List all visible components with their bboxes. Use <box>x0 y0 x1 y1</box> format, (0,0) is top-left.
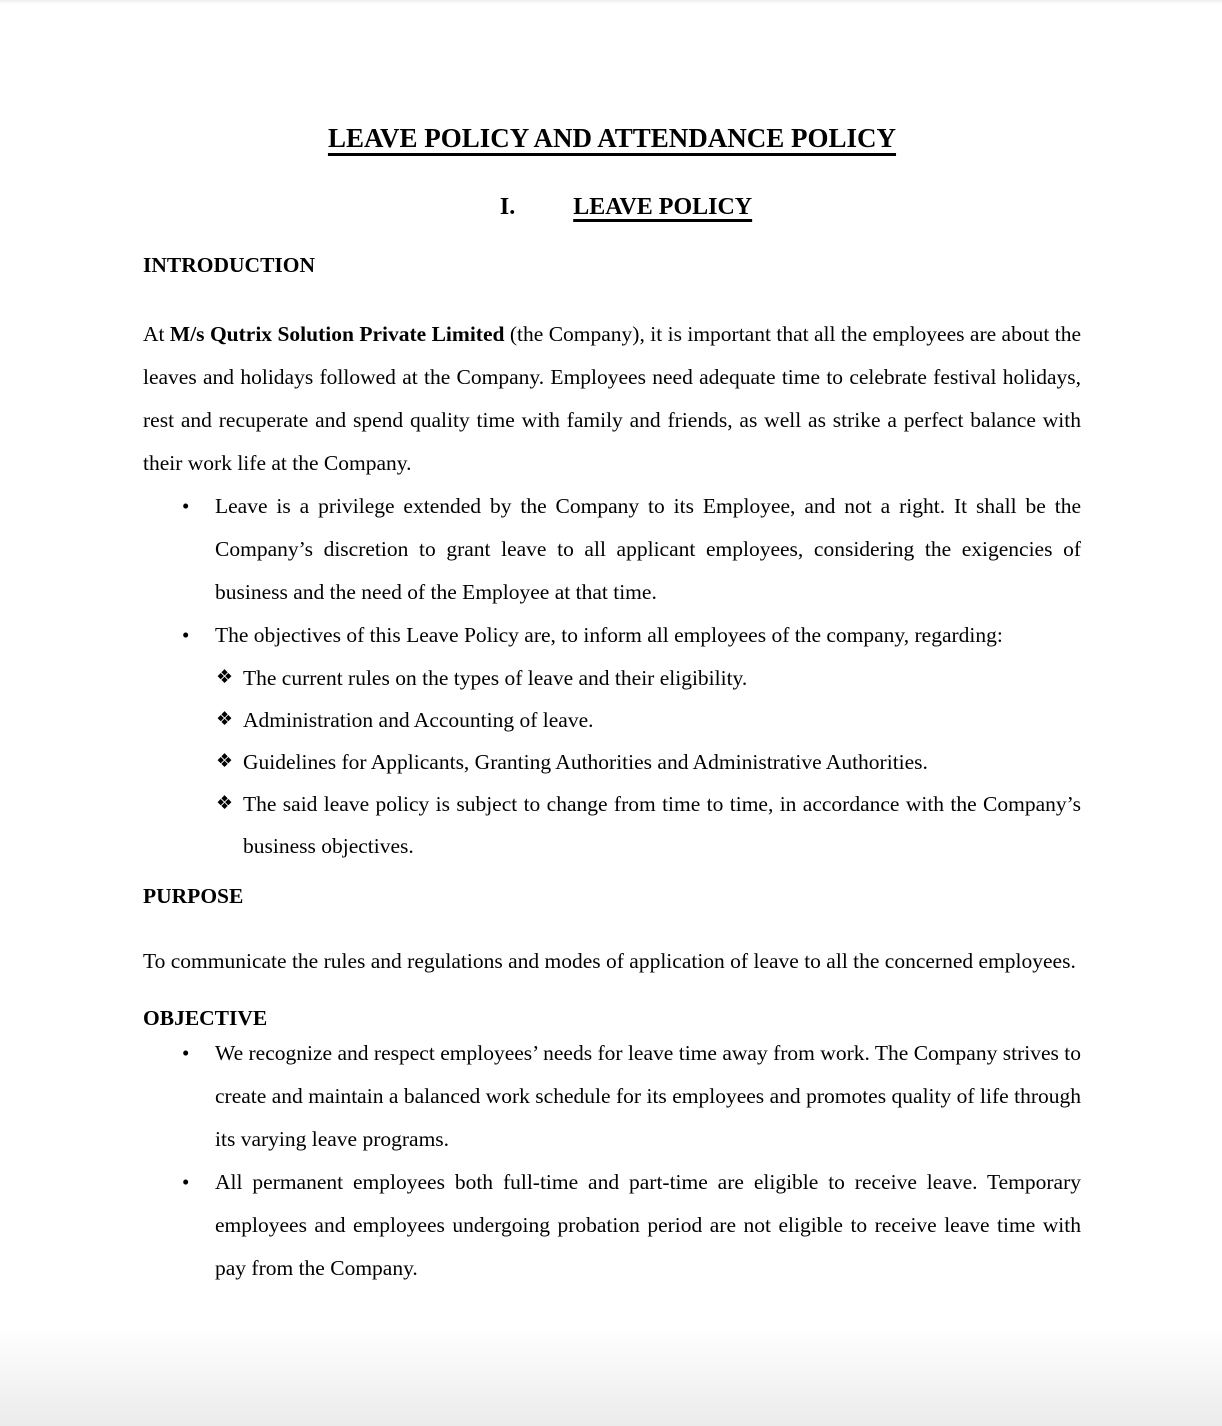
sub-bullet-text: The current rules on the types of leave and their eligibility. <box>243 666 748 691</box>
diamond-bullet-icon: ❖ <box>216 751 234 773</box>
heading-objective: OBJECTIVE <box>143 1006 268 1031</box>
bullet-item <box>182 1161 1081 1290</box>
bullet-text: Leave is a privilege extended by the Company to its Employee, and not a right. It shall be the Company’s discretion to grant leave to all applicant employees, considering the exigencies of business and the need of the Employee at that time. <box>215 494 1081 605</box>
introduction-bullet-list <box>143 485 1081 657</box>
sub-bullet-text: The said leave policy is subject to change from time to time, in accordance with the Company’s business objectives. <box>243 792 1081 859</box>
diamond-bullet-icon: ❖ <box>216 667 234 689</box>
purpose-paragraph: To communicate the rules and regulations and modes of application of leave to all the concerned employees. <box>143 949 1076 974</box>
introduction-sub-bullet-list <box>143 657 1081 867</box>
sub-bullet-text: Administration and Accounting of leave. <box>243 708 594 733</box>
sub-bullet-item <box>216 741 1081 783</box>
document-title <box>143 122 1081 154</box>
sub-bullet-item <box>216 783 1081 867</box>
section-title: LEAVE POLICY <box>573 194 753 221</box>
bullet-item <box>182 614 1081 657</box>
objective-bullet-list <box>143 1032 1081 1290</box>
bullet-text: The objectives of this Leave Policy are, to inform all employees of the company, regarding: <box>215 623 1003 648</box>
intro-para-prefix: At <box>143 322 170 347</box>
bullet-text: We recognize and respect employees’ needs for leave time away from work. The Company strives to create and maintain a balanced work schedule for its employees and promotes quality of life through its varying leave programs. <box>215 1041 1081 1152</box>
document-title-text: LEAVE POLICY AND ATTENDANCE POLICY <box>327 123 897 153</box>
sub-bullet-text: Guidelines for Applicants, Granting Authorities and Administrative Authorities. <box>243 750 928 775</box>
heading-purpose: PURPOSE <box>143 884 244 909</box>
bullet-icon: • <box>182 1170 190 1195</box>
bullet-item <box>182 485 1081 614</box>
intro-para-rest: (the Company), it is important that all the employees are about the leaves and holidays followed at the Company. Employees need adequate time to celebrate festival holidays, rest and recuperate and spend quality time with family and friends, as well as strike a perfect balance with their work life at the Company. <box>143 322 1081 476</box>
bullet-icon: • <box>182 623 190 648</box>
bullet-icon: • <box>182 494 190 519</box>
bullet-item <box>182 1032 1081 1161</box>
section-numeral: I. <box>499 194 516 221</box>
section-heading <box>143 192 1081 222</box>
diamond-bullet-icon: ❖ <box>216 793 234 815</box>
bullet-text: All permanent employees both full-time and part-time are eligible to receive leave. Temporary employees and employees undergoing probation period are not eligible to receive leave time with pay from the Company. <box>215 1170 1081 1281</box>
diamond-bullet-icon: ❖ <box>216 709 234 731</box>
heading-introduction: INTRODUCTION <box>143 253 316 278</box>
company-name: M/s Qutrix Solution Private Limited <box>169 322 505 347</box>
sub-bullet-item <box>216 699 1081 741</box>
introduction-paragraph <box>143 313 1081 485</box>
sub-bullet-item <box>216 657 1081 699</box>
bullet-icon: • <box>182 1041 190 1066</box>
